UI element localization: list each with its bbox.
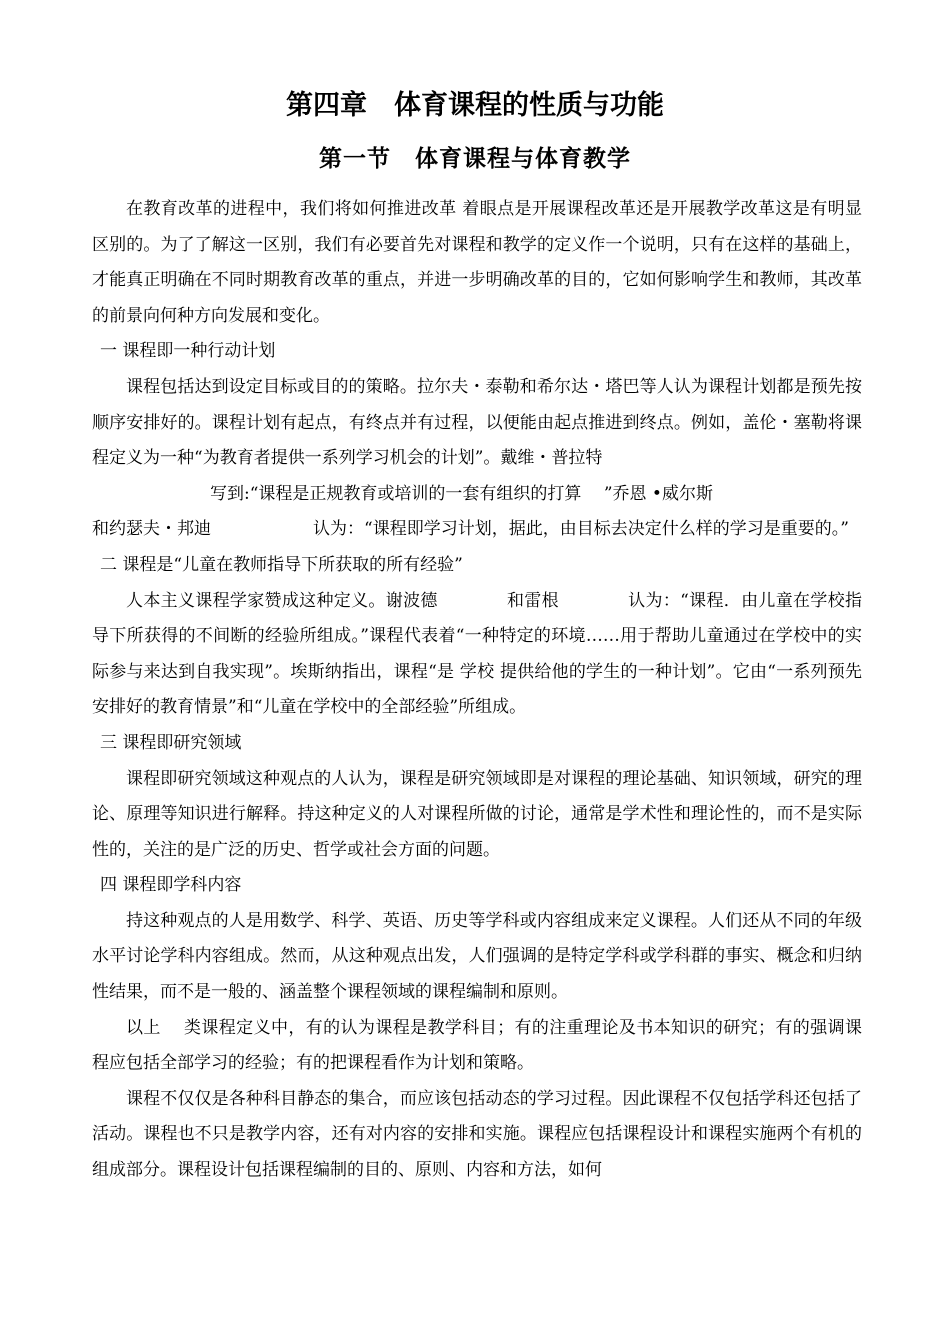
- paragraph-1b: 写到:“课程是正规教育或培训的一套有组织的打算 ”乔恩 •威尔斯: [210, 483, 713, 504]
- paragraph-summary: 以上 类课程定义中，有的认为课程是教学科目；有的注重理论及书本知识的研究；有的强调课程应包括全部学习的经验；有的把课程看作为计划和策略。: [92, 1017, 862, 1074]
- paragraph-2: 人本主义课程学家赞成这种定义。谢波德 和雷根 认为：“课程．由儿童在学校指导下所获得的不间断的经验所组成。”课程代表着“一种特定的环境……用于帮助儿童通过在学校中的实际参与来达到自我实现”。埃斯纳指出，课程“是 学校 提供给他的学生的一种计划”。它由“一系列预先安排好的教育情景”和“儿童在学校中的全部经验”所组成。: [92, 590, 862, 718]
- paragraph-conclusion: 课程不仅仅是各种科目静态的集合，而应该包括动态的学习过程。因此课程不仅包括学科还包括了活动。课程也不只是教学内容，还有对内容的安排和实施。课程应包括课程设计和课程实施两个有机的组成部分。课程设计包括课程编制的目的、原则、内容和方法，如何: [92, 1088, 862, 1181]
- heading-2: 二 课程是“儿童在教师指导下所获取的所有经验”: [100, 554, 463, 575]
- paragraph-intro: 在教育改革的进程中，我们将如何推进改革 着眼点是开展课程改革还是开展教学改革这是有明显区别的。为了了解这一区别，我们有必要首先对课程和教学的定义作一个说明，只有在这样的基础上，才能真正明确在不同时期教育改革的重点，并进一步明确改革的目的，它如何影响学生和教师，其改革的前景向何种方向发展和变化。: [92, 199, 862, 326]
- section-title: 第一节 体育课程与体育教学: [319, 145, 631, 172]
- heading-4: 四 课程即学科内容: [100, 875, 242, 896]
- paragraph-1c: 和约瑟夫・邦迪 认为：“课程即学习计划，据此，由目标去决定什么样的学习是重要的。”: [92, 519, 849, 540]
- heading-1: 一 课程即一种行动计划: [100, 341, 276, 362]
- paragraph-1a: 课程包括达到设定目标或目的的策略。拉尔夫・泰勒和希尔达・塔巴等人认为课程计划都是预先按顺序安排好的。课程计划有起点，有终点并有过程，以便能由起点推进到终点。例如，盖伦・塞勒将课程定义为一种“为教育者提供一系列学习机会的计划”。戴维・普拉特: [92, 376, 862, 469]
- heading-3: 三 课程即研究领域: [100, 732, 242, 753]
- paragraph-4: 持这种观点的人是用数学、科学、英语、历史等学科或内容组成来定义课程。人们还从不同的年级水平讨论学科内容组成。然而，从这种观点出发，人们强调的是特定学科或学科群的事实、概念和归纳性结果，而不是一般的、涵盖整个课程领域的课程编制和原则。: [92, 910, 862, 1003]
- chapter-title: 第四章 体育课程的性质与功能: [286, 90, 664, 121]
- body-text: [92, 192, 862, 1189]
- paragraph-3: 课程即研究领域这种观点的人认为，课程是研究领域即是对课程的理论基础、知识领域，研究的理论、原理等知识进行解释。持这种定义的人对课程所做的讨论，通常是学术性和理论性的，而不是实际性的，关注的是广泛的历史、哲学或社会方面的问题。: [92, 768, 862, 860]
